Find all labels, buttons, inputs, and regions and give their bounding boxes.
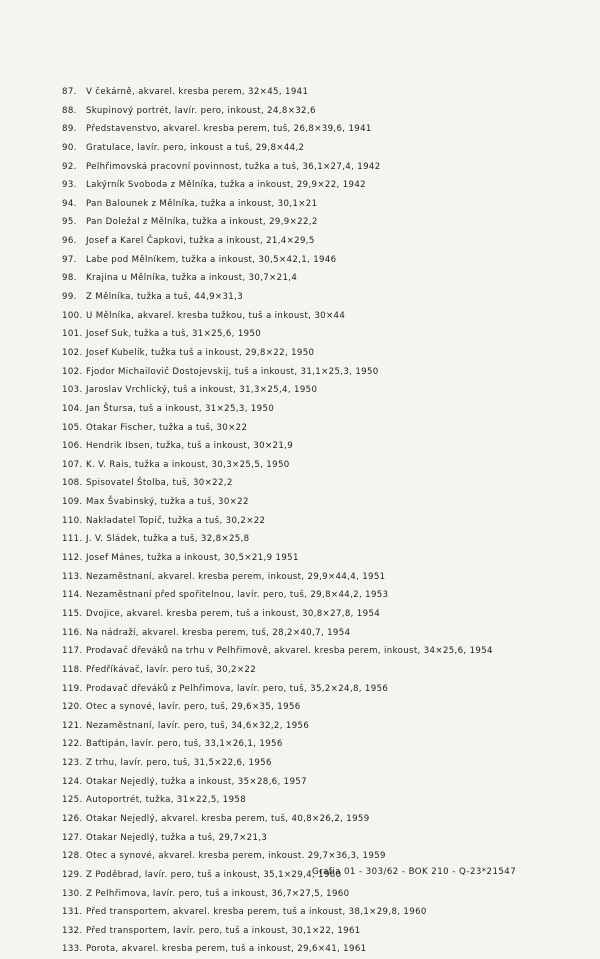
catalog-entry: [62, 493, 582, 512]
entry-number: 100.: [62, 310, 83, 321]
entry-description: Labe pod Mělníkem, tužka a inkoust, 30,5×42,1, 1946: [86, 254, 337, 265]
entry-description: Baťtipán, lavír. pero, tuš, 33,1×26,1, 1956: [86, 739, 283, 750]
catalog-entry: [62, 624, 582, 643]
catalog-entry: [62, 549, 582, 568]
entry-number: 102.: [62, 347, 83, 358]
entry-description: Josef Suk, tužka a tuš, 31×25,6, 1950: [86, 329, 262, 340]
entry-number: 94.: [62, 198, 77, 209]
catalog-entry: [62, 717, 582, 736]
catalog-entry: [62, 213, 582, 232]
catalog-entry: [62, 344, 582, 363]
catalog-entry: [62, 885, 582, 904]
catalog-entry: [62, 363, 582, 382]
entry-description: Prodavač dřeváků z Pelhřimova, lavír. pero, tuš, 35,2×24,8, 1956: [86, 683, 389, 694]
entry-number: 106.: [62, 441, 83, 452]
catalog-entry: [62, 456, 582, 475]
entry-description: Otakar Nejedlý, akvarel. kresba perem, tuš, 40,8×26,2, 1959: [86, 813, 370, 824]
entry-description: Otec a synové, akvarel. kresba perem, inkoust. 29,7×36,3, 1959: [86, 851, 386, 862]
catalog-entry: [62, 754, 582, 773]
entry-description: Hendrik Ibsen, tužka, tuš a inkoust, 30×21,9: [86, 441, 294, 452]
entry-number: 119.: [62, 683, 83, 694]
catalog-entry: [62, 288, 582, 307]
catalog-entry: [62, 251, 582, 270]
entry-description: Před transportem, lavír. pero, tuš a inkoust, 30,1×22, 1961: [86, 925, 361, 936]
entry-number: 124.: [62, 776, 83, 787]
entry-description: Josef a Karel Čapkovi, tužka a inkoust, 21,4×29,5: [86, 236, 315, 247]
entry-number: 90.: [62, 142, 77, 153]
entry-number: 88.: [62, 105, 77, 116]
entry-description: Z Mělníka, tužka a tuš, 44,9×31,3: [86, 292, 244, 303]
entry-description: Z trhu, lavír. pero, tuš, 31,5×22,6, 1956: [86, 758, 272, 769]
catalog-entry: [62, 735, 582, 754]
entry-description: Na nádraží, akvarel. kresba perem, tuš, 28,2×40,7, 1954: [86, 627, 351, 638]
catalog-entry: [62, 829, 582, 848]
entry-description: Otakar Nejedlý, tužka a tuš, 29,7×21,3: [86, 832, 268, 843]
catalog-entry: [62, 698, 582, 717]
entry-description: Prodavač dřeváků na trhu v Pelhřimově, akvarel. kresba perem, inkoust, 34×25,6, 1954: [86, 646, 493, 657]
catalog-entry: [62, 381, 582, 400]
entry-description: Otakar Fischer, tužka a tuš, 30×22: [86, 422, 248, 433]
entry-number: 93.: [62, 180, 77, 191]
entry-description: Josef Mánes, tužka a inkoust, 30,5×21,9 1951: [86, 553, 299, 564]
entry-description: Před transportem, akvarel. kresba perem, tuš a inkoust, 38,1×29,8, 1960: [86, 907, 427, 918]
entry-description: J. V. Sládek, tužka a tuš, 32,8×25,8: [86, 534, 250, 545]
entry-number: 104.: [62, 403, 83, 414]
entry-number: 118.: [62, 664, 83, 675]
entry-number: 111.: [62, 534, 83, 545]
entry-description: Porota, akvarel. kresba perem, tuš a inkoust, 29,6×41, 1961: [86, 944, 367, 955]
entry-description: Max Švabinský, tužka a tuš, 30×22: [86, 497, 249, 508]
entry-description: Nezaměstnaní před spořitelnou, lavír. pero, tuš, 29,8×44,2, 1953: [86, 590, 389, 601]
entry-number: 102.: [62, 366, 83, 377]
entry-number: 97.: [62, 254, 77, 265]
entry-description: Skupinový portrét, lavír. pero, inkoust, 24,8×32,6: [86, 105, 316, 116]
entry-number: 98.: [62, 273, 77, 284]
entry-description: K. V. Rais, tužka a inkoust, 30,3×25,5, 1950: [86, 459, 290, 470]
catalog-entry: [62, 195, 582, 214]
entry-description: Josef Kubelík, tužka tuš a inkoust, 29,8×22, 1950: [86, 347, 315, 358]
catalog-entry: [62, 903, 582, 922]
entry-number: 110.: [62, 515, 83, 526]
catalog-entry: [62, 773, 582, 792]
catalog-entry: [62, 83, 582, 102]
entry-description: Nezaměstnaní, lavír. pero, tuš, 34,6×32,2, 1956: [86, 720, 310, 731]
entry-description: Pan Balounek z Mělníka, tužka a inkoust, 30,1×21: [86, 198, 318, 209]
catalog-entry: [62, 325, 582, 344]
entry-number: 115.: [62, 608, 83, 619]
catalog-entry: [62, 512, 582, 531]
catalog-entry: [62, 307, 582, 326]
entry-number: 92.: [62, 161, 77, 172]
entry-description: Pelhřimovská pracovní povinnost, tužka a tuš, 36,1×27,4, 1942: [86, 161, 381, 172]
entry-number: 96.: [62, 236, 77, 247]
entry-description: V čekárně, akvarel. kresba perem, 32×45, 1941: [86, 87, 309, 97]
entry-description: Nezaměstnaní, akvarel. kresba perem, inkoust, 29,9×44,4, 1951: [86, 571, 386, 582]
entry-description: Předříkávač, lavír. pero tuš, 30,2×22: [86, 664, 257, 675]
entry-number: 132.: [62, 925, 83, 936]
catalog-entry: [62, 530, 582, 549]
entry-number: 87.: [62, 87, 77, 97]
entry-number: 126.: [62, 813, 83, 824]
entry-description: Z Poděbrad, lavír. pero, tuš a inkoust, 35,1×29,4, 1960: [86, 869, 342, 880]
entry-number: 103.: [62, 385, 83, 396]
catalog-entry: [62, 419, 582, 438]
entry-number: 107.: [62, 459, 83, 470]
entry-number: 127.: [62, 832, 83, 843]
entry-number: 95.: [62, 217, 77, 228]
catalog-entry: [62, 605, 582, 624]
catalog-entry: [62, 791, 582, 810]
entry-number: 116.: [62, 627, 83, 638]
catalog-entry: [62, 847, 582, 866]
entry-number: 105.: [62, 422, 83, 433]
catalog-entry: [62, 810, 582, 829]
catalog-entry: [62, 922, 582, 941]
catalog-entry: [62, 642, 582, 661]
entry-description: Jan Štursa, tuš a inkoust, 31×25,3, 1950: [86, 403, 275, 414]
entry-number: 108.: [62, 478, 83, 489]
catalog-entry: [62, 269, 582, 288]
catalog-entry: [62, 437, 582, 456]
entry-description: Krajina u Mělníka, tužka a inkoust, 30,7×21,4: [86, 273, 298, 284]
entry-number: 128.: [62, 851, 83, 862]
entry-number: 133.: [62, 944, 83, 955]
entry-number: 121.: [62, 720, 83, 731]
entry-description: Gratulace, lavír. pero, inkoust a tuš, 29,8×44,2: [86, 142, 305, 153]
entry-description: Autoportrét, tužka, 31×22,5, 1958: [86, 795, 247, 806]
entry-number: 99.: [62, 292, 77, 303]
entry-number: 109.: [62, 497, 83, 508]
entry-description: Fjodor Michailovič Dostojevskij, tuš a inkoust, 31,1×25,3, 1950: [86, 366, 379, 377]
catalog-entry: [62, 102, 582, 121]
catalog-entry: [62, 139, 582, 158]
catalog-entry: [62, 400, 582, 419]
entry-number: 113.: [62, 571, 83, 582]
catalog-entry: [62, 474, 582, 493]
catalog-list: [62, 83, 582, 959]
catalog-entry: [62, 120, 582, 139]
entry-number: 122.: [62, 739, 83, 750]
entry-description: Představenstvo, akvarel. kresba perem, tuš, 26,8×39,6, 1941: [86, 124, 372, 135]
entry-number: 123.: [62, 758, 83, 769]
entry-number: 120.: [62, 702, 83, 713]
entry-number: 117.: [62, 646, 83, 657]
entry-description: Lakýrník Svoboda z Mělníka, tužka a inkoust, 29,9×22, 1942: [86, 180, 366, 191]
entry-number: 129.: [62, 869, 83, 880]
entry-description: U Mělníka, akvarel. kresba tužkou, tuš a inkoust, 30×44: [86, 310, 346, 321]
printer-imprint: Grafia 01 - 303/62 - BOK 210 - Q-23*21547: [312, 867, 517, 877]
catalog-entry: [62, 661, 582, 680]
entry-number: 130.: [62, 888, 83, 899]
catalog-entry: [62, 586, 582, 605]
entry-description: Z Pelhřimova, lavír. pero, tuš a inkoust, 36,7×27,5, 1960: [86, 888, 350, 899]
catalog-entry: [62, 568, 582, 587]
entry-number: 131.: [62, 907, 83, 918]
catalog-entry: [62, 232, 582, 251]
catalog-entry: [62, 680, 582, 699]
entry-description: Nakladatel Topič, tužka a tuš, 30,2×22: [86, 515, 266, 526]
entry-number: 112.: [62, 553, 83, 564]
entry-number: 114.: [62, 590, 83, 601]
catalog-entry: [62, 176, 582, 195]
entry-description: Spisovatel Štolba, tuš, 30×22,2: [86, 478, 233, 489]
catalog-entry: [62, 940, 582, 959]
entry-number: 89.: [62, 124, 77, 135]
entry-description: Jaroslav Vrchlický, tuš a inkoust, 31,3×25,4, 1950: [86, 385, 318, 396]
catalog-entry: [62, 158, 582, 177]
entry-description: Pan Doležal z Mělníka, tužka a inkoust, 29,9×22,2: [86, 217, 318, 228]
entry-description: Otec a synové, lavír. pero, tuš, 29,6×35, 1956: [86, 702, 301, 713]
entry-description: Dvojice, akvarel. kresba perem, tuš a inkoust, 30,8×27,8, 1954: [86, 608, 381, 619]
entry-number: 101.: [62, 329, 83, 340]
entry-description: Otakar Nejedlý, tužka a inkoust, 35×28,6, 1957: [86, 776, 307, 787]
entry-number: 125.: [62, 795, 83, 806]
